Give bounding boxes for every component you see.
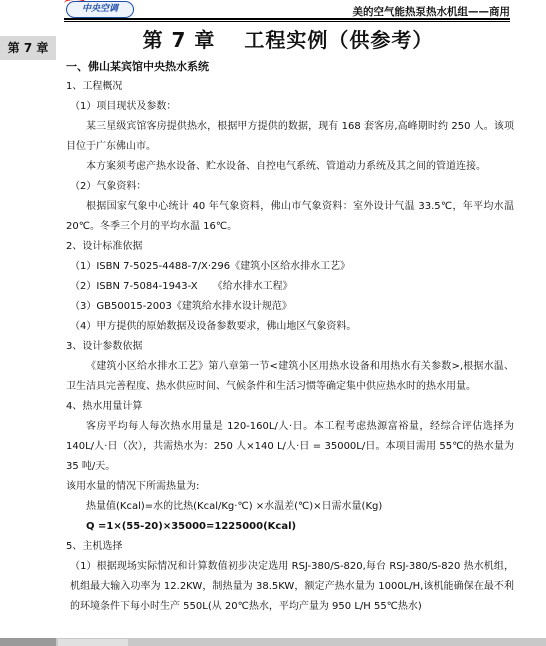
header-title: 美的空气能热泵热水机组——商用 bbox=[352, 6, 510, 18]
paragraph-scope: 本方案须考虑产热水设备、贮水设备、自控电气系统、管道动力系统及其之间的管道连接。 bbox=[86, 161, 486, 172]
standard-item-4: （4）甲方提供的原始数据及设备参数要求，佛山地区气象资料。 bbox=[70, 321, 357, 332]
brand-logo: 中央空调 bbox=[66, 1, 134, 18]
document-body bbox=[66, 56, 514, 617]
subheading-weather: （2）气象资料： bbox=[70, 181, 147, 192]
chapter-title: 第 7 章 工程实例（供参考） bbox=[142, 28, 434, 52]
formula-q: Q =1×(55-20)×35000=1225000(Kcal) bbox=[86, 521, 297, 532]
paragraph-selection: （1）根据现场实际情况和计算数值初步决定选用 RSJ-380/S-820,每台 RSJ-380/S-820 热水机组，机组最大输入功率为 12.2KW，制热量为 38.5KW，额定产热水量为 1000L/H,该机能确保在最不利的环境条件下每小时生产 550L(从 20℃热水，平均产量为 950 L/H 55℃热水) bbox=[70, 561, 514, 612]
heading-selection: 5、主机选择 bbox=[66, 541, 123, 552]
heading-params: 3、设计参数依据 bbox=[66, 341, 143, 352]
heading-overview: 1、工程概况 bbox=[66, 81, 123, 92]
paragraph-calc: 客房平均每人每次热水用量是 120-160L/人·日。本工程考虑热源富裕量，经综合评估选择为 140L/人·日（次），共需热水为：250 人×140 L/人·日 = 35000L/日。本项目需用 55℃的热水量为 35 吨/天。 bbox=[66, 421, 514, 472]
header-rule-thin bbox=[64, 21, 510, 22]
taskbar-strip bbox=[0, 638, 546, 646]
paragraph-weather: 根据国家气象中心统计 40 年气象资料，佛山市气象资料：室外设计气温 33.5℃，年平均水温 20℃。冬季三个月的平均水温 16℃。 bbox=[66, 201, 514, 232]
heading-calc: 4、热水用量计算 bbox=[66, 401, 143, 412]
page-header bbox=[0, 0, 546, 22]
standard-item-3: （3）GB50015-2003《建筑给水排水设计规范》 bbox=[70, 301, 292, 312]
taskbar-segment bbox=[0, 638, 56, 646]
standard-item-2: （2）ISBN 7-5084-1943-X 《给水排水工程》 bbox=[70, 281, 293, 292]
header-rule bbox=[64, 18, 510, 20]
chapter-side-tab: 第 7 章 bbox=[0, 36, 56, 60]
paragraph-heat-intro: 该用水量的情况下所需热量为: bbox=[66, 481, 200, 492]
subheading-status: （1）项目现状及参数： bbox=[70, 101, 177, 112]
section-title: 一、佛山某宾馆中央热水系统 bbox=[66, 60, 209, 73]
taskbar-segment bbox=[58, 639, 128, 646]
paragraph-params: 《建筑小区给水排水工艺》第八章第一节<建筑小区用热水设备和用热水有关参数>,根据水温、卫生洁具完善程度、热水供应时间、气候条件和生活习惯等确定集中供应热水时的热水用量。 bbox=[66, 361, 514, 392]
heading-standards: 2、设计标准依据 bbox=[66, 241, 143, 252]
paragraph-status: 某三星级宾馆客房提供热水，根据甲方提供的数据，现有 168 套客房,高峰期时约 250 人。该项目位于广东佛山市。 bbox=[66, 121, 514, 152]
formula-heat: 热量值(Kcal)=水的比热(Kcal/Kg·℃) ×水温差(℃)×日需水量(Kg) bbox=[86, 501, 383, 512]
standard-item-1: （1）ISBN 7-5025-4488-7/X·296《建筑小区给水排水工艺》 bbox=[70, 261, 351, 272]
